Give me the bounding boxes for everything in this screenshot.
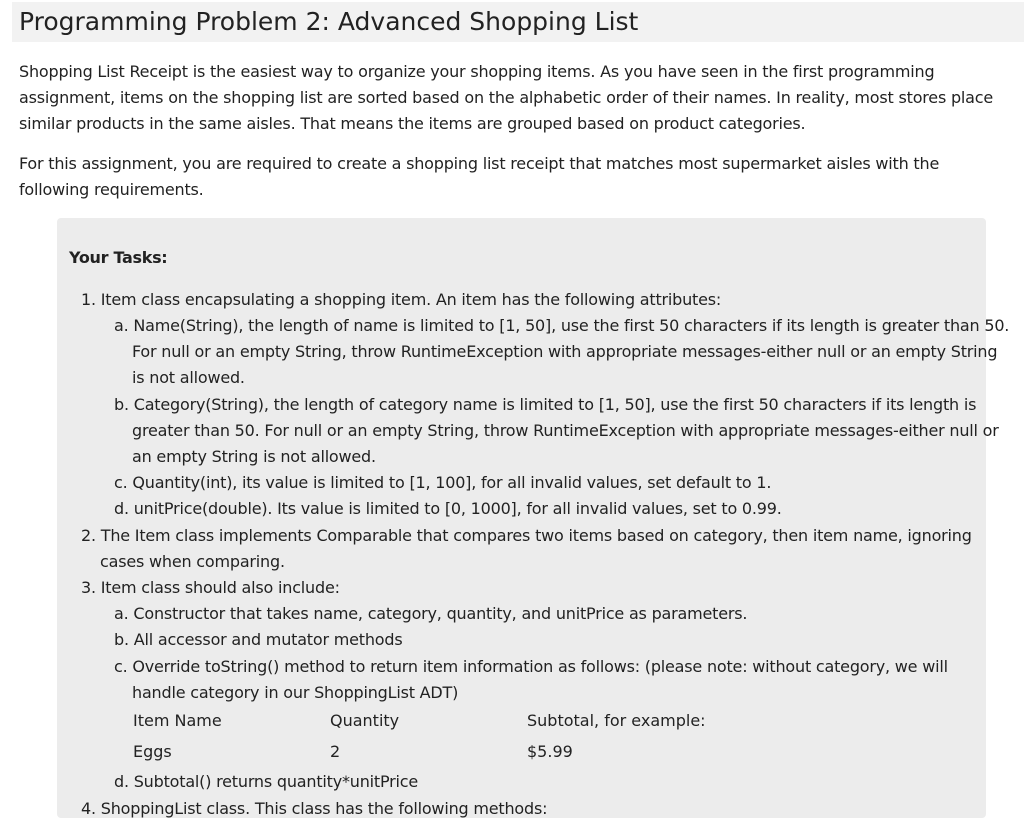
task-1d: d. unitPrice(double). Its value is limited to [0, 1000], for all invalid values, set to 0.99.	[114, 499, 782, 518]
task-2-cont: cases when comparing.	[100, 552, 285, 571]
task-1b: b. Category(String), the length of category name is limited to [1, 50], use the first 50 characters if its length is	[114, 395, 977, 414]
example-header-item-name: Item Name	[133, 711, 222, 730]
example-cell-item-name: Eggs	[133, 742, 172, 761]
task-1c: c. Quantity(int), its value is limited to [1, 100], for all invalid values, set default to 1.	[114, 473, 772, 492]
example-cell-subtotal: $5.99	[527, 742, 573, 761]
task-3c-cont: handle category in our ShoppingList ADT)	[132, 683, 459, 702]
tasks-box	[57, 218, 1010, 818]
task-3b: b. All accessor and mutator methods	[114, 630, 403, 649]
intro-paragraph-1: Shopping List Receipt is the easiest way to organize your shopping items. As you have seen in the first programming assignment, items on the shopping list are sorted based on the alphabetic order of their names. In reality, most stores place similar products in the same aisles. That means the items are grouped based on product categories.	[19, 62, 994, 133]
task-2: 2. The Item class implements Comparable that compares two items based on category, then item name, ignoring	[81, 526, 972, 545]
task-3c: c. Override toString() method to return item information as follows: (please note: without category, we will	[114, 657, 948, 676]
task-3: 3. Item class should also include:	[81, 578, 340, 597]
intro-paragraph-2: For this assignment, you are required to create a shopping list receipt that matches most supermarket aisles with the following requirements.	[19, 154, 940, 199]
task-4: 4. ShoppingList class. This class has the following methods:	[81, 799, 548, 818]
task-3a: a. Constructor that takes name, category, quantity, and unitPrice as parameters.	[114, 604, 748, 623]
task-1a-cont-1: For null or an empty String, throw RuntimeException with appropriate messages-either null or an empty String	[132, 342, 998, 361]
tasks-heading: Your Tasks:	[69, 248, 168, 267]
example-header-quantity: Quantity	[330, 711, 400, 730]
task-1b-cont-1: greater than 50. For null or an empty String, throw RuntimeException with appropriate messages-either null or	[132, 421, 999, 440]
task-1a-cont-2: is not allowed.	[132, 368, 245, 387]
task-1: 1. Item class encapsulating a shopping item. An item has the following attributes:	[81, 290, 722, 309]
example-header-subtotal: Subtotal, for example:	[527, 711, 706, 730]
task-1b-cont-2: an empty String is not allowed.	[132, 447, 376, 466]
task-3d: d. Subtotal() returns quantity*unitPrice	[114, 772, 419, 791]
page-title: Programming Problem 2: Advanced Shopping List	[19, 7, 639, 36]
example-cell-quantity: 2	[330, 742, 341, 761]
task-1a: a. Name(String), the length of name is limited to [1, 50], use the first 50 characters if its length is greater than 50.	[114, 316, 1010, 335]
title-bar	[12, 2, 1024, 42]
